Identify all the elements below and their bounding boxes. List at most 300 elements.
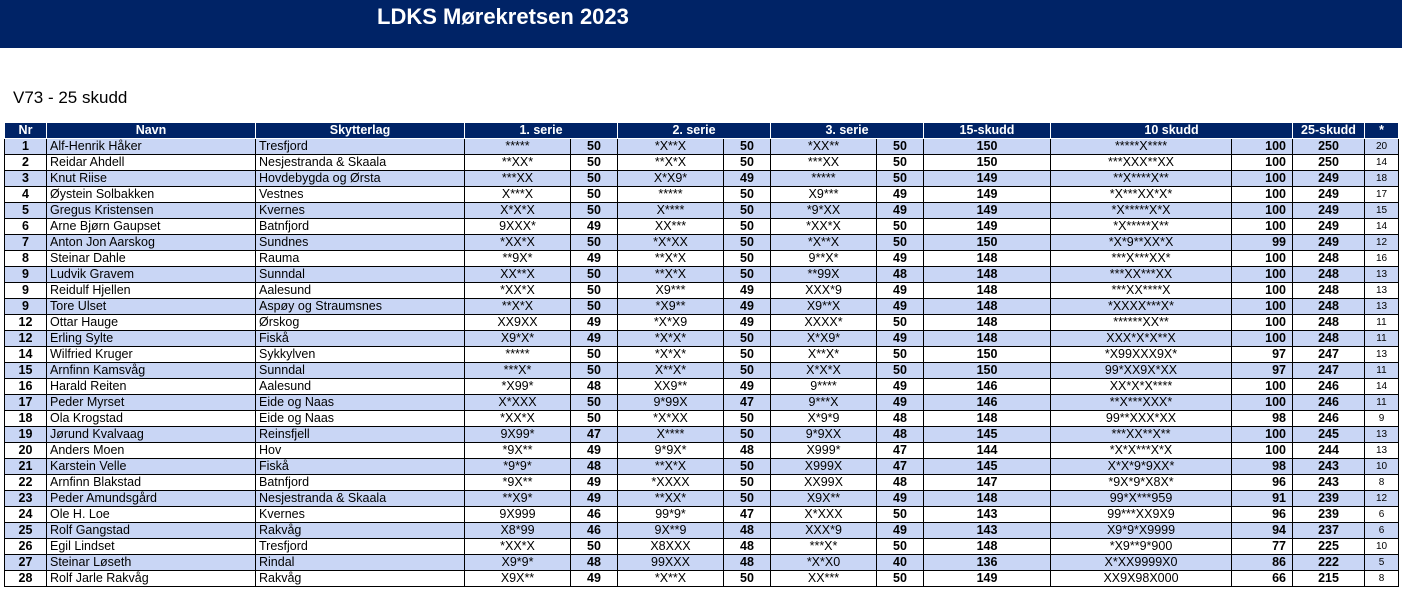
cell-serie3-points: 49: [877, 523, 924, 539]
cell-serie3-shots: *XX**: [771, 139, 877, 155]
cell-serie3-points: 47: [877, 443, 924, 459]
cell-navn: Jørund Kvalvaag: [47, 427, 256, 443]
cell-serie3-shots: X999X: [771, 459, 877, 475]
cell-star: 11: [1365, 395, 1399, 411]
cell-navn: Harald Reiten: [47, 379, 256, 395]
table-row: [5, 507, 1399, 523]
table-row: [5, 475, 1399, 491]
cell-star: 6: [1365, 523, 1399, 539]
cell-nr: 28: [5, 571, 47, 587]
cell-25-skudd: 243: [1293, 475, 1365, 491]
cell-serie1-shots: *****: [465, 139, 571, 155]
cell-star: 9: [1365, 411, 1399, 427]
cell-nr: 25: [5, 523, 47, 539]
table-row: [5, 363, 1399, 379]
cell-serie3-points: 48: [877, 427, 924, 443]
cell-star: 13: [1365, 427, 1399, 443]
cell-navn: Wilfried Kruger: [47, 347, 256, 363]
cell-serie1-points: 50: [571, 171, 618, 187]
table-row: [5, 251, 1399, 267]
cell-serie2-shots: X****: [618, 427, 724, 443]
cell-skytterlag: Tresfjord: [256, 539, 465, 555]
header-serie-1: 1. serie: [465, 123, 618, 139]
cell-serie3-shots: 9*9XX: [771, 427, 877, 443]
cell-navn: Arnfinn Kamsvåg: [47, 363, 256, 379]
cell-serie3-shots: XXX*9: [771, 523, 877, 539]
table-row: [5, 139, 1399, 155]
cell-serie3-points: 49: [877, 379, 924, 395]
cell-star: 13: [1365, 347, 1399, 363]
cell-serie3-shots: X9X**: [771, 491, 877, 507]
cell-serie1-shots: *XX*X: [465, 411, 571, 427]
cell-10-skudd-shots: *X*9**XX*X: [1051, 235, 1232, 251]
cell-nr: 8: [5, 251, 47, 267]
cell-serie1-shots: XX9XX: [465, 315, 571, 331]
cell-serie1-points: 49: [571, 475, 618, 491]
cell-serie1-shots: *****: [465, 347, 571, 363]
cell-serie1-shots: 9X999: [465, 507, 571, 523]
cell-skytterlag: Fiskå: [256, 331, 465, 347]
cell-star: 13: [1365, 283, 1399, 299]
cell-serie1-shots: X*X*X: [465, 203, 571, 219]
table-row: [5, 267, 1399, 283]
table-row: [5, 491, 1399, 507]
cell-skytterlag: Hovdebygda og Ørsta: [256, 171, 465, 187]
cell-serie2-shots: 99XXX: [618, 555, 724, 571]
cell-serie2-points: 49: [724, 315, 771, 331]
cell-10-skudd-shots: X*XX9999X0: [1051, 555, 1232, 571]
cell-10-skudd-points: 96: [1232, 507, 1293, 523]
cell-serie2-points: 50: [724, 427, 771, 443]
cell-serie1-points: 49: [571, 251, 618, 267]
cell-serie3-points: 50: [877, 363, 924, 379]
table-row: [5, 283, 1399, 299]
table-row: [5, 235, 1399, 251]
cell-serie1-shots: X8*99: [465, 523, 571, 539]
cell-serie3-points: 50: [877, 507, 924, 523]
cell-skytterlag: Reinsfjell: [256, 427, 465, 443]
cell-25-skudd: 246: [1293, 395, 1365, 411]
cell-10-skudd-points: 98: [1232, 459, 1293, 475]
cell-serie2-shots: **X*X: [618, 267, 724, 283]
cell-serie3-points: 48: [877, 475, 924, 491]
cell-serie3-points: 49: [877, 331, 924, 347]
cell-nr: 9: [5, 283, 47, 299]
cell-serie2-points: 49: [724, 171, 771, 187]
cell-25-skudd: 249: [1293, 235, 1365, 251]
cell-serie2-points: 50: [724, 363, 771, 379]
cell-serie1-points: 50: [571, 187, 618, 203]
cell-25-skudd: 246: [1293, 411, 1365, 427]
cell-serie3-shots: X9***: [771, 187, 877, 203]
cell-star: 14: [1365, 379, 1399, 395]
cell-serie1-shots: X***X: [465, 187, 571, 203]
class-subtitle: V73 - 25 skudd: [13, 88, 128, 107]
cell-navn: Arnfinn Blakstad: [47, 475, 256, 491]
cell-star: 13: [1365, 267, 1399, 283]
table-row: [5, 331, 1399, 347]
cell-10-skudd-shots: *X9**9*900: [1051, 539, 1232, 555]
cell-15-skudd: 148: [924, 411, 1051, 427]
cell-10-skudd-shots: ***X***XX*: [1051, 251, 1232, 267]
cell-serie1-points: 48: [571, 459, 618, 475]
header-serie-3: 3. serie: [771, 123, 924, 139]
cell-15-skudd: 148: [924, 539, 1051, 555]
cell-serie1-shots: *9X**: [465, 475, 571, 491]
cell-serie1-shots: XX**X: [465, 267, 571, 283]
cell-10-skudd-points: 100: [1232, 443, 1293, 459]
cell-25-skudd: 249: [1293, 203, 1365, 219]
cell-25-skudd: 248: [1293, 267, 1365, 283]
cell-serie2-points: 50: [724, 571, 771, 587]
cell-star: 15: [1365, 203, 1399, 219]
cell-navn: Knut Riise: [47, 171, 256, 187]
cell-nr: 21: [5, 459, 47, 475]
cell-serie2-shots: *X*X9: [618, 315, 724, 331]
cell-25-skudd: 249: [1293, 219, 1365, 235]
cell-15-skudd: 146: [924, 379, 1051, 395]
cell-10-skudd-shots: 99*X***959: [1051, 491, 1232, 507]
cell-serie3-points: 48: [877, 267, 924, 283]
cell-navn: Arne Bjørn Gaupset: [47, 219, 256, 235]
cell-serie3-shots: X9**X: [771, 299, 877, 315]
cell-serie1-points: 50: [571, 283, 618, 299]
cell-10-skudd-shots: XX*X*X****: [1051, 379, 1232, 395]
cell-10-skudd-points: 100: [1232, 219, 1293, 235]
cell-nr: 18: [5, 411, 47, 427]
cell-skytterlag: Rakvåg: [256, 571, 465, 587]
cell-nr: 2: [5, 155, 47, 171]
cell-serie3-shots: *****: [771, 171, 877, 187]
cell-25-skudd: 239: [1293, 507, 1365, 523]
cell-10-skudd-shots: **X***XXX*: [1051, 395, 1232, 411]
cell-serie1-shots: **X*X: [465, 299, 571, 315]
cell-10-skudd-points: 100: [1232, 267, 1293, 283]
cell-serie1-shots: 9XXX*: [465, 219, 571, 235]
header-serie-2: 2. serie: [618, 123, 771, 139]
cell-serie3-points: 50: [877, 155, 924, 171]
cell-10-skudd-shots: 99**XXX*XX: [1051, 411, 1232, 427]
cell-25-skudd: 248: [1293, 283, 1365, 299]
cell-skytterlag: Ørskog: [256, 315, 465, 331]
cell-skytterlag: Rakvåg: [256, 523, 465, 539]
cell-nr: 3: [5, 171, 47, 187]
cell-15-skudd: 148: [924, 491, 1051, 507]
cell-serie1-shots: **XX*: [465, 155, 571, 171]
cell-10-skudd-shots: XX9X98X000: [1051, 571, 1232, 587]
table-row: [5, 523, 1399, 539]
cell-serie1-points: 49: [571, 331, 618, 347]
cell-navn: Ole H. Loe: [47, 507, 256, 523]
cell-15-skudd: 145: [924, 427, 1051, 443]
cell-serie2-points: 48: [724, 539, 771, 555]
cell-skytterlag: Eide og Naas: [256, 395, 465, 411]
cell-10-skudd-points: 100: [1232, 171, 1293, 187]
cell-10-skudd-shots: *****X****: [1051, 139, 1232, 155]
cell-serie1-points: 50: [571, 363, 618, 379]
cell-serie3-shots: ***XX: [771, 155, 877, 171]
cell-serie3-points: 49: [877, 251, 924, 267]
cell-25-skudd: 244: [1293, 443, 1365, 459]
cell-nr: 15: [5, 363, 47, 379]
cell-serie1-shots: X9*9*: [465, 555, 571, 571]
cell-10-skudd-shots: *9X*9*X8X*: [1051, 475, 1232, 491]
cell-nr: 6: [5, 219, 47, 235]
cell-15-skudd: 149: [924, 171, 1051, 187]
cell-serie2-points: 50: [724, 491, 771, 507]
cell-navn: Ludvik Gravem: [47, 267, 256, 283]
cell-25-skudd: 248: [1293, 251, 1365, 267]
cell-15-skudd: 146: [924, 395, 1051, 411]
header-25-skudd: 25-skudd: [1293, 123, 1365, 139]
cell-10-skudd-shots: *X*****X*X: [1051, 203, 1232, 219]
cell-nr: 17: [5, 395, 47, 411]
cell-serie2-points: 49: [724, 379, 771, 395]
cell-nr: 9: [5, 267, 47, 283]
cell-10-skudd-points: 66: [1232, 571, 1293, 587]
cell-10-skudd-points: 100: [1232, 187, 1293, 203]
cell-25-skudd: 222: [1293, 555, 1365, 571]
cell-skytterlag: Sunndal: [256, 363, 465, 379]
cell-10-skudd-shots: *X99XXX9X*: [1051, 347, 1232, 363]
cell-10-skudd-points: 100: [1232, 155, 1293, 171]
cell-serie3-shots: 9***X: [771, 395, 877, 411]
cell-15-skudd: 148: [924, 267, 1051, 283]
cell-serie1-shots: *XX*X: [465, 235, 571, 251]
cell-serie2-shots: X9***: [618, 283, 724, 299]
cell-serie2-shots: **X*X: [618, 155, 724, 171]
cell-10-skudd-shots: X*X*9*9XX*: [1051, 459, 1232, 475]
cell-10-skudd-points: 97: [1232, 347, 1293, 363]
cell-nr: 26: [5, 539, 47, 555]
cell-serie2-points: 48: [724, 555, 771, 571]
cell-serie2-shots: 9*99X: [618, 395, 724, 411]
cell-10-skudd-points: 96: [1232, 475, 1293, 491]
cell-skytterlag: Hov: [256, 443, 465, 459]
table-row: [5, 555, 1399, 571]
cell-serie1-shots: X*XXX: [465, 395, 571, 411]
table-row: [5, 187, 1399, 203]
cell-serie3-points: 49: [877, 395, 924, 411]
cell-navn: Anders Moen: [47, 443, 256, 459]
cell-serie2-points: 50: [724, 219, 771, 235]
cell-serie2-shots: 9*9X*: [618, 443, 724, 459]
cell-star: 17: [1365, 187, 1399, 203]
table-row: [5, 539, 1399, 555]
cell-nr: 24: [5, 507, 47, 523]
cell-15-skudd: 150: [924, 363, 1051, 379]
cell-15-skudd: 148: [924, 299, 1051, 315]
cell-serie3-points: 50: [877, 571, 924, 587]
cell-serie2-points: 49: [724, 283, 771, 299]
cell-15-skudd: 149: [924, 203, 1051, 219]
cell-skytterlag: Sunndal: [256, 267, 465, 283]
table-row: [5, 203, 1399, 219]
cell-serie3-shots: *9*XX: [771, 203, 877, 219]
cell-serie2-points: 49: [724, 299, 771, 315]
cell-navn: Erling Sylte: [47, 331, 256, 347]
cell-star: 20: [1365, 139, 1399, 155]
cell-serie2-shots: *X*X*: [618, 331, 724, 347]
cell-serie2-points: 50: [724, 267, 771, 283]
cell-serie2-points: 50: [724, 155, 771, 171]
cell-serie1-shots: 9X99*: [465, 427, 571, 443]
cell-serie1-shots: *XX*X: [465, 283, 571, 299]
cell-navn: Reidar Ahdell: [47, 155, 256, 171]
cell-10-skudd-points: 100: [1232, 203, 1293, 219]
cell-serie1-points: 50: [571, 395, 618, 411]
cell-serie1-points: 46: [571, 523, 618, 539]
cell-10-skudd-shots: *X***XX*X*: [1051, 187, 1232, 203]
cell-serie3-shots: XX99X: [771, 475, 877, 491]
cell-serie1-points: 49: [571, 491, 618, 507]
cell-serie3-points: 40: [877, 555, 924, 571]
table-row: [5, 395, 1399, 411]
cell-star: 18: [1365, 171, 1399, 187]
cell-serie3-points: 50: [877, 171, 924, 187]
cell-serie1-points: 50: [571, 411, 618, 427]
cell-serie1-shots: X9*X*: [465, 331, 571, 347]
cell-nr: 27: [5, 555, 47, 571]
cell-serie2-shots: X**X*: [618, 363, 724, 379]
cell-serie1-points: 49: [571, 571, 618, 587]
cell-serie3-shots: *X**X: [771, 235, 877, 251]
cell-serie1-points: 50: [571, 155, 618, 171]
cell-15-skudd: 145: [924, 459, 1051, 475]
cell-skytterlag: Batnfjord: [256, 219, 465, 235]
cell-10-skudd-points: 100: [1232, 427, 1293, 443]
cell-serie3-points: 50: [877, 315, 924, 331]
cell-star: 11: [1365, 315, 1399, 331]
cell-nr: 9: [5, 299, 47, 315]
table-row: [5, 379, 1399, 395]
cell-25-skudd: 245: [1293, 427, 1365, 443]
cell-serie1-shots: *9X**: [465, 443, 571, 459]
header-10-skudd: 10 skudd: [1051, 123, 1293, 139]
cell-10-skudd-points: 100: [1232, 283, 1293, 299]
cell-serie2-points: 50: [724, 139, 771, 155]
cell-serie3-shots: ***X*: [771, 539, 877, 555]
cell-10-skudd-shots: *X*X***X*X: [1051, 443, 1232, 459]
cell-serie3-points: 50: [877, 347, 924, 363]
cell-serie1-shots: *XX*X: [465, 539, 571, 555]
cell-serie2-shots: **XX*: [618, 491, 724, 507]
cell-serie2-shots: *X*X*: [618, 347, 724, 363]
cell-serie1-points: 49: [571, 315, 618, 331]
cell-10-skudd-shots: 99***XX9X9: [1051, 507, 1232, 523]
cell-10-skudd-points: 91: [1232, 491, 1293, 507]
cell-star: 10: [1365, 459, 1399, 475]
cell-25-skudd: 247: [1293, 347, 1365, 363]
cell-serie3-points: 49: [877, 299, 924, 315]
cell-serie3-shots: 9**X*: [771, 251, 877, 267]
cell-navn: Steinar Dahle: [47, 251, 256, 267]
cell-serie3-shots: X*X9*: [771, 331, 877, 347]
cell-10-skudd-shots: **X****X**: [1051, 171, 1232, 187]
cell-nr: 23: [5, 491, 47, 507]
cell-15-skudd: 149: [924, 571, 1051, 587]
header-15-skudd: 15-skudd: [924, 123, 1051, 139]
cell-10-skudd-shots: *XXXX***X*: [1051, 299, 1232, 315]
cell-serie1-shots: X9X**: [465, 571, 571, 587]
cell-serie3-shots: *XX*X: [771, 219, 877, 235]
cell-serie3-shots: *X*X0: [771, 555, 877, 571]
cell-nr: 19: [5, 427, 47, 443]
cell-navn: Anton Jon Aarskog: [47, 235, 256, 251]
cell-serie1-shots: ***X*: [465, 363, 571, 379]
cell-15-skudd: 150: [924, 235, 1051, 251]
cell-nr: 7: [5, 235, 47, 251]
cell-15-skudd: 148: [924, 315, 1051, 331]
cell-serie1-shots: **X9*: [465, 491, 571, 507]
cell-serie2-shots: **X*X: [618, 459, 724, 475]
cell-serie3-points: 47: [877, 459, 924, 475]
table-row: [5, 155, 1399, 171]
cell-25-skudd: 215: [1293, 571, 1365, 587]
cell-serie2-points: 50: [724, 331, 771, 347]
cell-serie1-points: 50: [571, 539, 618, 555]
cell-star: 8: [1365, 475, 1399, 491]
cell-serie3-points: 50: [877, 235, 924, 251]
cell-serie3-points: 49: [877, 187, 924, 203]
cell-skytterlag: Sundnes: [256, 235, 465, 251]
cell-25-skudd: 248: [1293, 331, 1365, 347]
cell-navn: Tore Ulset: [47, 299, 256, 315]
cell-serie1-points: 46: [571, 507, 618, 523]
cell-navn: Reidulf Hjellen: [47, 283, 256, 299]
cell-serie2-shots: XX9**: [618, 379, 724, 395]
cell-25-skudd: 249: [1293, 171, 1365, 187]
cell-15-skudd: 136: [924, 555, 1051, 571]
cell-15-skudd: 149: [924, 219, 1051, 235]
cell-10-skudd-points: 100: [1232, 379, 1293, 395]
cell-serie2-points: 47: [724, 395, 771, 411]
cell-skytterlag: Rauma: [256, 251, 465, 267]
cell-serie2-shots: X8XXX: [618, 539, 724, 555]
cell-serie2-points: 50: [724, 347, 771, 363]
cell-10-skudd-points: 86: [1232, 555, 1293, 571]
cell-serie2-points: 47: [724, 507, 771, 523]
cell-15-skudd: 148: [924, 251, 1051, 267]
cell-serie3-points: 49: [877, 203, 924, 219]
cell-15-skudd: 150: [924, 155, 1051, 171]
cell-10-skudd-points: 100: [1232, 395, 1293, 411]
table-row: [5, 299, 1399, 315]
cell-serie2-shots: *XXXX: [618, 475, 724, 491]
cell-skytterlag: Rindal: [256, 555, 465, 571]
cell-skytterlag: Tresfjord: [256, 139, 465, 155]
cell-star: 5: [1365, 555, 1399, 571]
cell-serie3-shots: X*9*9: [771, 411, 877, 427]
cell-15-skudd: 150: [924, 139, 1051, 155]
header-skytterlag: Skytterlag: [256, 123, 465, 139]
cell-navn: Gregus Kristensen: [47, 203, 256, 219]
cell-10-skudd-shots: *X*****X**: [1051, 219, 1232, 235]
cell-star: 16: [1365, 251, 1399, 267]
cell-serie2-shots: *****: [618, 187, 724, 203]
cell-15-skudd: 150: [924, 347, 1051, 363]
cell-10-skudd-shots: ******XX**: [1051, 315, 1232, 331]
table-row: [5, 459, 1399, 475]
cell-navn: Rolf Gangstad: [47, 523, 256, 539]
cell-serie1-shots: *X99*: [465, 379, 571, 395]
cell-skytterlag: Sykkylven: [256, 347, 465, 363]
cell-15-skudd: 148: [924, 331, 1051, 347]
cell-serie2-shots: 99*9*: [618, 507, 724, 523]
cell-serie3-points: 50: [877, 219, 924, 235]
cell-10-skudd-shots: ***XXX**XX: [1051, 155, 1232, 171]
cell-nr: 16: [5, 379, 47, 395]
